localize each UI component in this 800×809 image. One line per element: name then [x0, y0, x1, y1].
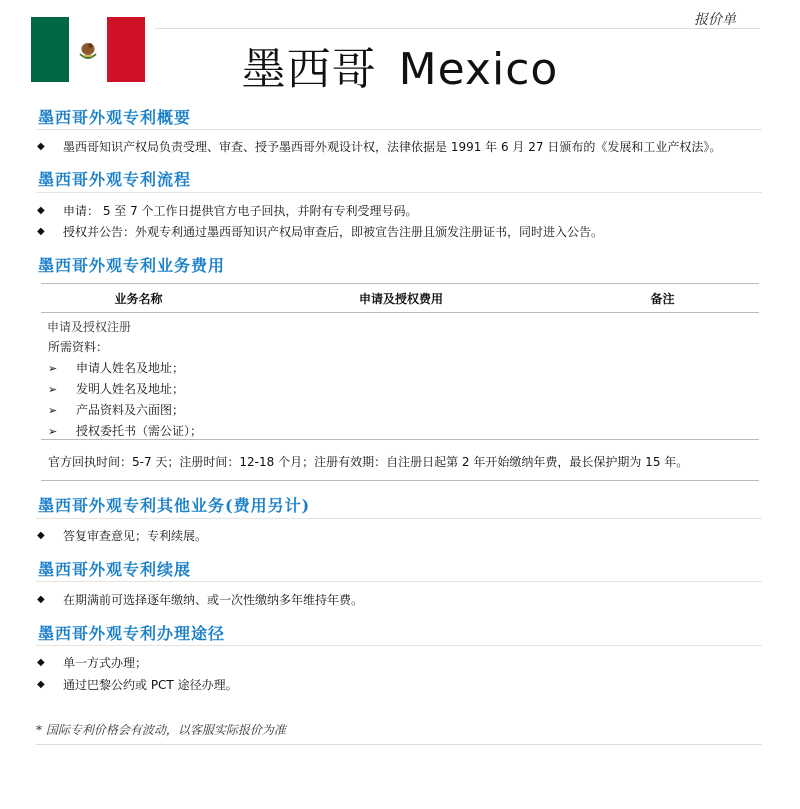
section-title-other: 墨西哥外观专利其他业务(费用另计): [38, 496, 311, 515]
diamond-bullet-icon: ◆: [37, 141, 45, 152]
time-info: 官方回执时间：5-7 天；注册时间：12-18 个月；注册有效期：自注册日起第 2 年开始缴纳年费，最长保护期为 15 年。: [48, 455, 689, 469]
footnote: * 国际专利价格会有波动，以客服实际报价为准: [36, 723, 286, 737]
table-rule: [41, 439, 759, 440]
arrow-bullet-icon: ➢: [48, 425, 58, 438]
list-item: ◆ 授权并公告：外观专利通过墨西哥知识产权局审查后，即被宣告注册且颁发注册证书，同时进入公告。: [37, 225, 604, 239]
header-rule: [155, 28, 760, 29]
section-title-overview: 墨西哥外观专利概要: [38, 108, 192, 127]
arrow-bullet-icon: ➢: [48, 383, 58, 396]
section-title-channels: 墨西哥外观专利办理途径: [38, 624, 226, 643]
list-item: ➢ 产品资料及六面图；: [48, 400, 202, 421]
table-rule: [41, 480, 759, 481]
section-rule: [36, 129, 762, 130]
list-item: ◆ 单一方式办理；: [37, 656, 148, 670]
fees-table: [41, 283, 759, 339]
list-item: ◆ 答复审查意见；专利续展。: [37, 529, 208, 543]
table-header-service: 业务名称: [41, 284, 236, 313]
diamond-bullet-icon: ◆: [37, 530, 45, 541]
section-title-fees: 墨西哥外观专利业务费用: [38, 256, 226, 275]
page-title: [0, 33, 800, 97]
list-item: ➢ 发明人姓名及地址；: [48, 379, 202, 400]
table-header-notes: 备注: [566, 284, 759, 313]
diamond-bullet-icon: ◆: [37, 226, 45, 237]
arrow-bullet-icon: ➢: [48, 404, 58, 417]
footer-rule: [36, 744, 762, 745]
section-rule: [36, 645, 762, 646]
section-rule: [36, 581, 762, 582]
page-title-cn: 墨西哥: [241, 44, 377, 95]
requirements-block: [48, 337, 202, 442]
page-title-en: Mexico: [398, 44, 559, 95]
section-rule: [36, 192, 762, 193]
report-label: 报价单: [694, 12, 736, 28]
list-item: ◆ 申请： 5 至 7 个工作日提供官方电子回执，并附有专利受理号码。: [37, 204, 418, 218]
list-item: ➢ 申请人姓名及地址；: [48, 358, 202, 379]
diamond-bullet-icon: ◆: [37, 679, 45, 690]
list-item: ➢ 授权委托书（需公证）；: [48, 421, 202, 442]
diamond-bullet-icon: ◆: [37, 657, 45, 668]
section-title-process: 墨西哥外观专利流程: [38, 170, 192, 189]
section-rule: [36, 518, 762, 519]
list-item: ◆ 墨西哥知识产权局负责受理、审查、授予墨西哥外观设计权，法律依据是 1991 年 6 月 27 日颁布的《发展和工业产权法》。: [37, 140, 722, 154]
diamond-bullet-icon: ◆: [37, 205, 45, 216]
table-header-cost: 申请及授权费用: [236, 284, 566, 313]
section-title-renewal: 墨西哥外观专利续展: [38, 560, 192, 579]
list-item: ◆ 在期满前可选择逐年缴纳、或一次性缴纳多年维持年费。: [37, 593, 364, 607]
list-item: ◆ 通过巴黎公约或 PCT 途径办理。: [37, 678, 238, 692]
arrow-bullet-icon: ➢: [48, 362, 58, 375]
diamond-bullet-icon: ◆: [37, 594, 45, 605]
materials-label: 所需资料：: [48, 340, 109, 354]
service-name: 申请及授权注册: [47, 319, 132, 334]
